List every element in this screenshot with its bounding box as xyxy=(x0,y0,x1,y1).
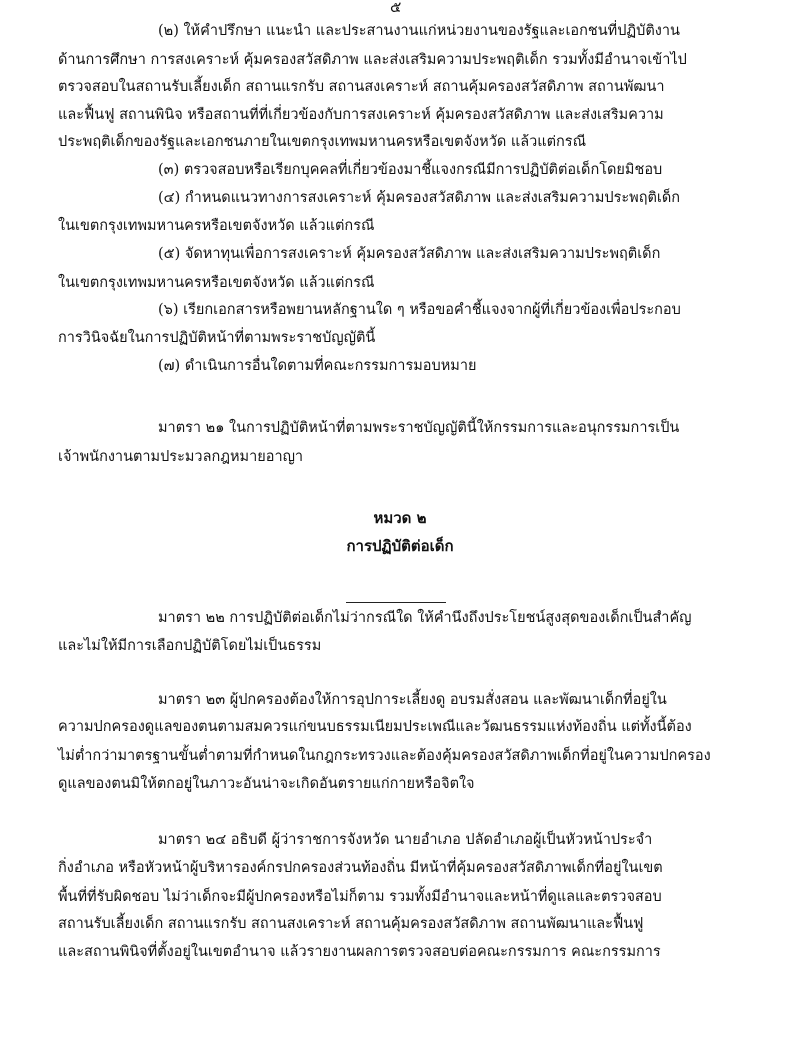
divider xyxy=(346,602,446,603)
text-line: พื้นที่ที่รับผิดชอบ ไม่ว่าเด็กจะมีผู้ปกครองหรือไม่ก็ตาม รวมทั้งมีอำนาจและหน้าที่ดูแลและตรวจสอบ xyxy=(58,889,662,905)
text-line: ด้านการศึกษา การสงเคราะห์ คุ้มครองสวัสดิภาพ และส่งเสริมความประพฤติเด็ก รวมทั้งมีอำนาจเข้าไป xyxy=(58,52,687,68)
text-line: (๗) ดำเนินการอื่นใดตามที่คณะกรรมการมอบหมาย xyxy=(158,358,477,374)
text-line: (๔) กำหนดแนวทางการสงเคราะห์ คุ้มครองสวัสดิภาพ และส่งเสริมความประพฤติเด็ก xyxy=(158,190,681,206)
section-23-line: มาตรา ๒๓ ผู้ปกครองต้องให้การอุปการะเลี้ยงดู อบรมสั่งสอน และพัฒนาเด็กที่อยู่ใน xyxy=(158,692,667,708)
text-line: ความปกครองดูแลของตนตามสมควรแก่ขนบธรรมเนียมประเพณีและวัฒนธรรมแห่งท้องถิ่น แต่ทั้งนี้ต้อง xyxy=(58,719,692,735)
chapter-number: หมวด ๒ xyxy=(373,509,427,527)
text-line: และสถานพินิจที่ตั้งอยู่ในเขตอำนาจ แล้วรายงานผลการตรวจสอบต่อคณะกรรมการ คณะกรรมการ xyxy=(58,944,661,960)
text-line: ในเขตกรุงเทพมหานครหรือเขตจังหวัด แล้วแต่กรณี xyxy=(58,275,375,291)
section-21-line: มาตรา ๒๑ ในการปฏิบัติหน้าที่ตามพระราชบัญญัตินี้ให้กรรมการและอนุกรรมการเป็น xyxy=(158,420,680,436)
page-number: ๕ xyxy=(390,0,402,16)
text-line: เจ้าพนักงานตามประมวลกฎหมายอาญา xyxy=(58,449,304,465)
text-line: กิ่งอำเภอ หรือหัวหน้าผู้บริหารองค์กรปกครองส่วนท้องถิ่น มีหน้าที่คุ้มครองสวัสดิภาพเด็กที่อยู่ในเขต xyxy=(58,860,663,876)
chapter-title: การปฏิบัติต่อเด็ก xyxy=(346,537,454,555)
text-line: การวินิจฉัยในการปฏิบัติหน้าที่ตามพระราชบัญญัตินี้ xyxy=(58,330,376,346)
text-line: สถานรับเลี้ยงเด็ก สถานแรกรับ สถานสงเคราะห์ สถานคุ้มครองสวัสดิภาพ สถานพัฒนาและฟื้นฟู xyxy=(58,916,644,932)
text-line: (๒) ให้คำปรึกษา แนะนำ และประสานงานแก่หน่วยงานของรัฐและเอกชนที่ปฏิบัติงาน xyxy=(158,23,680,39)
text-line: (๖) เรียกเอกสารหรือพยานหลักฐานใด ๆ หรือขอคำชี้แจงจากผู้ที่เกี่ยวข้องเพื่อประกอบ xyxy=(158,302,681,318)
text-line: ดูแลของตนมิให้ตกอยู่ในภาวะอันน่าจะเกิดอันตรายแก่กายหรือจิตใจ xyxy=(58,776,475,792)
text-line: ในเขตกรุงเทพมหานครหรือเขตจังหวัด แล้วแต่กรณี xyxy=(58,218,375,234)
section-22-line: มาตรา ๒๒ การปฏิบัติต่อเด็กไม่ว่ากรณีใด ให้คำนึงถึงประโยชน์สูงสุดของเด็กเป็นสำคัญ xyxy=(158,610,692,626)
text-line: และฟื้นฟู สถานพินิจ หรือสถานที่ที่เกี่ยวข้องกับการสงเคราะห์ คุ้มครองสวัสดิภาพ และส่งเสริมความ xyxy=(58,107,664,123)
text-line: ไม่ต่ำกว่ามาตรฐานขั้นต่ำตามที่กำหนดในกฎกระทรวงและต้องคุ้มครองสวัสดิภาพเด็กที่อยู่ในความปกครอง xyxy=(58,748,711,764)
text-line: ประพฤติเด็กของรัฐและเอกชนภายในเขตกรุงเทพมหานครหรือเขตจังหวัด แล้วแต่กรณี xyxy=(58,134,587,150)
text-line: และไม่ให้มีการเลือกปฏิบัติโดยไม่เป็นธรรม xyxy=(58,638,322,654)
text-line: (๓) ตรวจสอบหรือเรียกบุคคลที่เกี่ยวข้องมาชี้แจงกรณีมีการปฏิบัติต่อเด็กโดยมิชอบ xyxy=(158,162,663,178)
section-24-line: มาตรา ๒๔ อธิบดี ผู้ว่าราชการจังหวัด นายอำเภอ ปลัดอำเภอผู้เป็นหัวหน้าประจำ xyxy=(158,832,653,848)
text-line: (๕) จัดหาทุนเพื่อการสงเคราะห์ คุ้มครองสวัสดิภาพ และส่งเสริมความประพฤติเด็ก xyxy=(158,246,661,262)
text-line: ตรวจสอบในสถานรับเลี้ยงเด็ก สถานแรกรับ สถานสงเคราะห์ สถานคุ้มครองสวัสดิภาพ สถานพัฒนา xyxy=(58,79,665,95)
